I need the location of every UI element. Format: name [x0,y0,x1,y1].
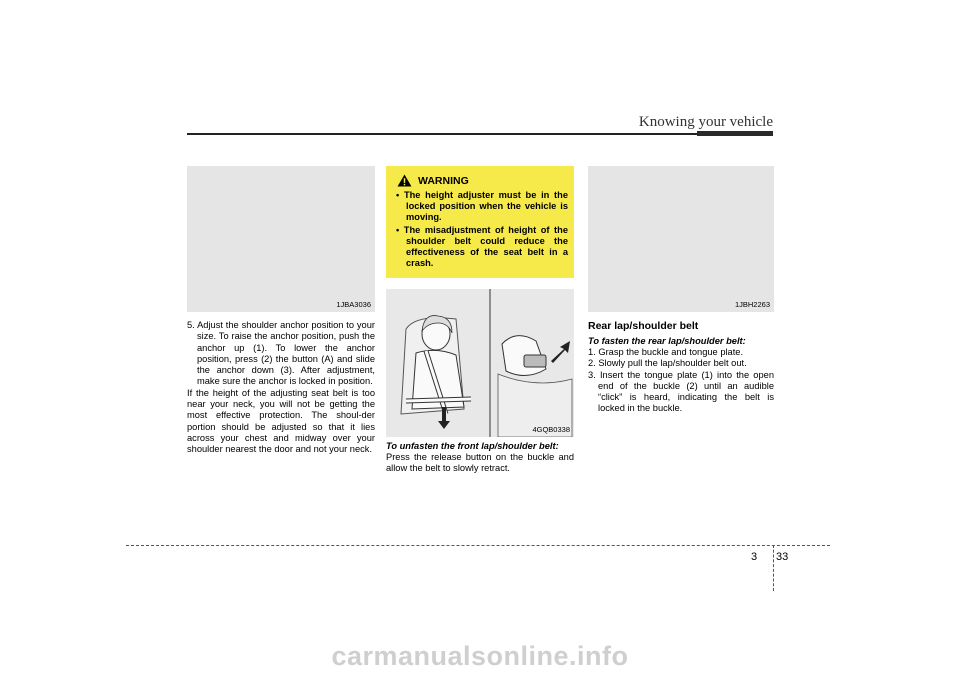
rear-belt-heading: Rear lap/shoulder belt [588,320,699,332]
figure-label: 1JBH2263 [734,300,770,309]
unfasten-text: Press the release button on the buckle and allow the belt to slowly retract. [386,452,574,474]
warning-triangle-icon [397,174,412,187]
fasten-steps [588,347,774,415]
header-rule [187,133,773,135]
adjust-steps [187,320,375,388]
warning-item: • The height adjuster must be in the locked position when the vehicle is moving. [396,190,568,222]
warning-title: WARNING [418,174,469,187]
warning-list [394,190,568,269]
unfasten-heading: To unfasten the front lap/shoulder belt: [386,441,559,451]
height-paragraph: If the height of the adjusting seat belt is too near your neck, you will not be getting the most effective protection. The shoul-der portion should be adjusted so that it lies across your chest and midway over your shoulder nearest the door and not your neck. [187,387,375,455]
figure-unfasten-belt [386,289,574,437]
figure-rear-belt [588,166,774,312]
column-middle [386,166,574,475]
footer-divider [773,545,774,591]
step-item: 3. Insert the tongue plate (1) into the open end of the buckle (2) until an audible “click” is heard, indicating the belt is locked in the buckle. [588,369,774,414]
warning-box [386,166,574,278]
step-item: 1. Grasp the buckle and tongue plate. [588,347,744,357]
figure-shoulder-anchor [187,166,375,312]
seatbelt-illustration [386,289,574,437]
column-left [187,166,375,456]
section-title: Knowing your vehicle [638,114,773,130]
column-right [588,166,774,415]
footer-rule [126,545,830,546]
fasten-heading: To fasten the rear lap/shoulder belt: [588,336,746,346]
warning-item: • The misadjustment of height of the shoulder belt could reduce the effectiveness of the seat belt in a crash. [396,225,568,268]
step-5: 5. Adjust the shoulder anchor position to your size. To raise the anchor position, push the anchor up (1). To lower the anchor position, press (2) the button (A) and slide the anchor down (3). After adjustment, make sure the anchor is locked in position. [187,320,375,387]
chapter-number: 3 [751,551,758,563]
figure-label: 4GQB0338 [532,425,570,434]
step-item: 2. Slowly pull the lap/shoulder belt out. [588,358,747,369]
warning-header [397,174,568,187]
watermark: carmanualsonline.info [331,641,629,671]
page-number: 33 [776,551,789,563]
header-rule-accent [697,131,773,136]
figure-label: 1JBA3036 [336,300,371,309]
